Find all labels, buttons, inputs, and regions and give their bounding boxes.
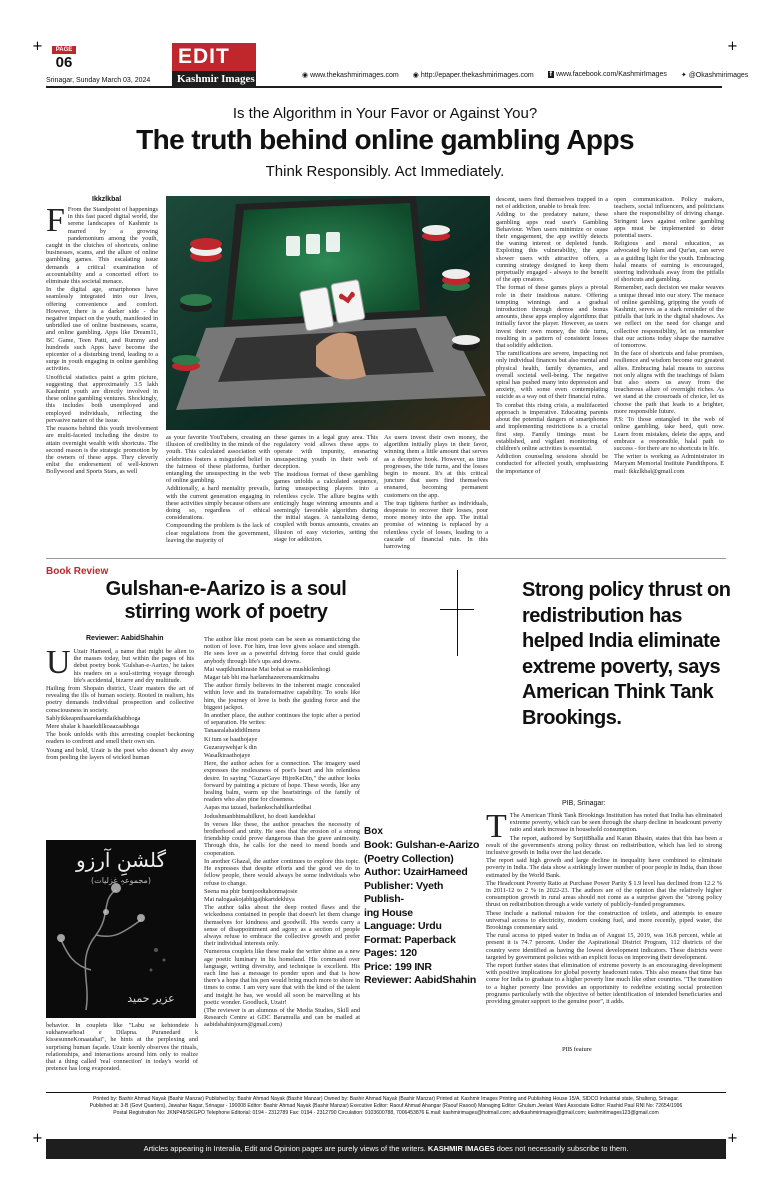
lead-column-2 [166,434,270,554]
disclaimer-bar [46,1139,726,1159]
imprint [46,1096,726,1117]
policy-source: PIB, Srinagar: [562,800,606,807]
epaper-link[interactable]: ◉ http://epaper.thekashmirimages.com [412,72,534,79]
review-column-a [46,644,194,844]
couplet-line: Seena ma phir bumjoodtahonmajosie [204,887,298,895]
paragraph: The ramifications are severe, impacting not only individual finances but also mental and physical health, family dynamics, and overall societal well-being. The negative spiral has pushed many into depression and anxiety, with some even contemplating suicide as a way out of their financial ruins. [496,350,608,401]
lead-column-4 [384,434,488,554]
policy-headline: Strong policy thrust on redistribution has helped India eliminate extreme poverty, says American Think Tank Brookings. [522,579,731,729]
section-logo [172,43,256,87]
review-headline-line: stirring work of poetry [124,601,328,623]
imprint-line: Published at: 3-B (Govt Quarters), Jawahar Nagar, Srinagar - 190008 Editor: Bashir Ahmad Nayak (Bashir Manzar) Executive Editor: Raouf Ahmad Ahangar (Raouf Rasool) Managing Editor: Ghulam Jeelani Wani Associate Editor: Rashid Paul RNI No: 72654/1996 [89,1103,683,1109]
review-headline-line: Gulshan-e-Aarizo is a soul [105,578,347,600]
registration-mark: + [727,1131,738,1146]
disclaimer-tail: does not necessarily subscribe to them. [496,1144,629,1153]
drop-cap: T [486,808,507,845]
paragraph: these games in a legal gray area. This regulatory void allows these apps to operate with impunity, ensnaring unsuspecting youth in their web of deception. [274,434,378,470]
globe-icon: ◉ [302,72,309,79]
cover-title: گلشنِ آرزو [75,848,167,872]
paragraph: descent, users find themselves trapped in a net of addiction, unable to break free. [496,196,608,211]
couplet-line: Mere shalar k haaekdilkoaazaabhoga [46,723,140,731]
lead-byline: Ikkzlkbal [92,196,122,203]
paragraph: The rural access to piped water in India as of August 15, 2019, was 16.8 percent, while at present it is 74.7 percent. Under the Aspirational District Program, 112 districts of the country were identified as having the lowest development indicators. These districts were targeted by government policies with an explicit focus on improving their development. [486,932,722,961]
page-label: PAGE [52,46,76,54]
imprint-line: Postal Registration No: JKNP48/SKGPO Telephone Editorial: 0194 - 2312789 Fax: 0194 - 2312790 Circulation: 9103600788, 7006453876 E.mail: kashmirimages@hotmail.com; advtkashmirimages@gmail.com; kashmirimages123@gmail.com [113,1110,659,1116]
paragraph: These include a national mission for the construction of toilets, and attempts to ensure universal access to electricity, modern cooking fuel, and more recently, piped water, the Brookings commentary said. [486,909,722,932]
gambling-laptop-illustration [166,196,490,430]
paragraph: The author like most poets can be seen as romanticizing the notion of love. For him, true love gives solace and strength. He sees love as a powerful driving force that could guide anybody through life's ups and downs. [204,636,360,665]
paragraph: Hailing from Shopain district, Uzair masters the art of revealing the ills of human society. Rooted in realism, his poetry demands individual prospection and collective consciousness in society. [46,685,194,714]
paragraph: In another Ghazal, the author continues to explore this topic. He expresses that despite efforts and the good we do to fellow people, there would always be some individuals who refuse to change. [204,857,360,887]
paragraph: Compounding the problem is the lack of clear regulations from the government, leaving the majority of [166,522,270,544]
paragraph: F From the Standpoint of happenings in this fast paced digital world, the serene landscapes of Kashmir is marred by a growing pandemonium among the youth, caught in the clutches of shortcuts, online businesses, scams, and the allure of online gambling games. This escalating issue demands a critical examination of accountability and a concerted effort to eliminate this societal menace. [46,202,158,286]
twitter-icon: ✦ [680,72,687,79]
book-cover-image [46,840,196,1018]
box-line: Price: 199 INR [364,960,432,973]
lead-subhead: Think Responsibly. Act Immediately. [265,163,505,180]
paragraph: Young and bold, Uzair is the poet who doesn't shy away from peeling the layers of wicked human [46,746,194,761]
lead-column-5 [496,196,608,554]
paragraph: Religious and moral education, as advocated by Islam and Qur'an, can serve as a guiding light for the youth. Embracing halal means of earning is encouraged, steering individuals away from the pitfalls of shortcuts and gambling. [614,240,724,284]
brand-name: Kashmir Images [172,71,256,87]
paragraph: Additionally, a hard mentality prevails, with the current generation engaging in these activities simply because others are doing so, regardless of ethical considerations. [166,485,270,522]
section-divider [46,558,726,559]
paragraph: The Headcount Poverty Ratio at Purchase Power Parity $ 1.9 level has declined from 12.2 % in 2011-12 to 2 % in 2022-23. The authors are of the opinion that the relatively higher consumption growth in rural areas should not come as a surprise given the "strong policy thrust on redistribution through a wide variety of publicly-funded programmes. [486,879,722,909]
box-line: Reviewer: AabidShahin [364,974,477,986]
paragraph: In the digital age, smartphones have seamlessly integrated into our lives, offering convenience and comfort. However, there is a darker side - the negative impact on the youth, manifested in unbridled use of online businesses, scams, and online gambling. Apps like Dream11, BC Game, Teen Patti, and Rummy and hundreds such Apps have become the epicenter of a disturbing trend, leading to a surge in youth engaging in online gambling activities. [46,286,158,373]
paragraph: In another place, the author continues the topic after a period of separation. He writes: [204,712,360,727]
paragraph: The book unfolds with this arresting couplet beckoning readers to confront and smell their own sin. [46,731,194,746]
couplet-line: Wasalkiraathojaye [204,752,251,760]
paragraph: as your favorite YouTubers, creating an illusion of credibility in the minds of the youth. This calculated association with celebrities fosters a misguided belief in the fairness of these platforms, further entangling the unsuspecting in the web of online gambling. [166,434,270,485]
paragraph: Adding to the predatory nature, these gambling apps read user's Gambling Behaviour. When users minimize or cease their engagement, the app swiftly detects the waning interest or depleted funds. Exploiting this vulnerability, the apps shower users with attractive offers, a cunning strategy designed to keep them perpetually engaged - always to the benefit of the app creators. [496,211,608,284]
globe-icon: ◉ [412,72,419,79]
cover-author: عزیر حمید [127,992,175,1005]
paragraph: U Uzair Hameed, a name that might be alien to the masses today, but within the pages of his debut poetry book 'Gulshan-e-Aarizo,' he takes his readers on a soul-stirring voyage through life's accidental, bizarre and dry multitude. [46,644,194,684]
paragraph: T The American Think Tank Brookings Institution has noted that India has eliminated extreme poverty, which can be seen through the sharp decline in headcount poverty ratio and stark increase in household consumption. [486,808,722,845]
masthead-links [302,71,749,79]
couplet-line: Ki tum se baathojaye [204,735,258,743]
imprint-line: Printed by: Bashir Ahmad Nayak (Bashir Manzar) Published by: Bashir Ahmad Nayak (Bashir Manzar) Owned by: Bashir Ahmad Nayak (Bashir Manzar) Printed at: Kashmir Images Printing and Publishing House 15/A, SIDCO Industrial state, Shalteng, Srinagar. [92,1096,680,1102]
lead-column-6 [614,196,724,554]
couplet-line: Mai waqtkhunkiraste Mai bohat se mushkilenhogi [204,665,331,673]
paragraph: The author talks about the deep rooted flaws and the wickedness contained in people that doesn't let them change themselves for kindness and goodwill. His words carry a sense of disappointment and agony as a section of people always refuse to embrace the collective growth and prefer their individual interests only. [204,904,360,948]
couplet-line: Sablyikkeapnihaarekamdaikhaibhoga [46,714,141,722]
disclaimer-brand: KASHMIR IMAGES [427,1144,495,1153]
paragraph: P.S: To those entangled in the web of online gambling, take heed, quit now. Learn from mistakes, delete the apps, and embrace a responsible, halal path to success - for there are no shortcuts in life. [614,416,724,452]
page-number: 06 [55,54,73,71]
disclaimer-text: Articles appearing in Interalia, Edit and Opinion pages are purely views of the writers. [143,1144,426,1153]
lead-column-3 [274,434,378,554]
masthead-rule [46,86,722,88]
box-line: (Poetry Collection) [364,852,454,865]
section-name: EDIT [172,43,256,71]
box-line: Format: Paperback [364,933,456,946]
paragraph: Numerous couplets like these make the writer shine as a new age poetic luminary in his homeland. His command over language, writing diversity, and technique is excellent. His each line has a message to ponder upon and that is how there's a hope that his pen would bring much more to shore in times to come. I am very sure that with the kind of the talent and insight he has, we would all soon be marvelling at his poetic wonder. Goodluck, Uzair! [204,948,360,1006]
couplet-line: Tanaaralahaididilmera [204,727,261,735]
box-details [364,839,482,988]
registration-mark: + [727,39,738,54]
policy-footer: PIB feature [562,1046,592,1053]
paragraph: The trap tightens further as individuals, desperate to recover their losses, pour more money into the app. The initial promise of winning is replaced by a relentless cycle of losses, leading to a cascade of financial ruin. In this harrowing [384,499,488,551]
paragraph: The report said high growth and large decline in inequality have combined to eliminate poverty in India. The data show a strikingly lower number of poor people in India, than those estimated by the World Bank. [486,857,722,879]
paragraph: The report, authored by SurjitBhalla and Karan Bhasin, states that this has been a result of the government's strong policy thrust on redistribution, which has led to strong inclusive growth in India over the last decade. [486,834,722,857]
lead-photo [166,196,490,430]
imprint-rule [46,1092,726,1093]
box-line: Book: Gulshan-e-Aarizo [364,839,480,851]
registration-mark: + [32,39,43,54]
couplet-line: Guzaraywehjar k din [204,743,257,751]
book-info-box [364,826,482,986]
couplet-line: Aapas ma tazaad, badankochahilkardedhai [204,804,312,812]
couplet-line: Jodushmanbhimahilkrei, ho dosti kandekhai [204,812,316,820]
paragraph: As users invest their own money, the algorithm initially plays in their favor, winning them a little amount that serves as a deceptive hook. However, as time progresses, the tide turns, and the losses begin to mount. It's at this critical juncture that users find themselves ensnared, becoming permanent customers on the app. [384,434,488,499]
paragraph: In verses like these, the author preaches the necessity of brotherhood and unity. He sees that the erosion of a strong friendship could prove dangerous than the grave animosity. Through this, he calls for the need to mend bonds and cooperation. [204,820,360,857]
drop-cap: U [46,644,71,681]
cover-subtitle: (مجموعہِ غزلیات) [91,876,151,885]
paragraph: The format of these games plays a pivotal role in their insidious nature. Offering tempting winnings and a gradual introduction through demos and bonus amounts, these apps employ algorithms that initially favor the player. However, as users invest their own money, the tide turns, resulting in a pattern of consistent losses that solidify addiction. [496,284,608,350]
paragraph: behavior. In couplets like "Labu se kehtondete h sukhanwarhoaI e Dilapna. Puranedard k kissesunneKonaatahai", he hints at the perplexing and surprising human façade. Uzair keenly observes the rituals, relationships, and interactions around him only to realize that a thing called 'real connection' in today's world of pretence has long evaporated. [46,1022,198,1073]
paragraph: To combat this rising crisis, a multifaceted approach is imperative. Educating parents about the potential dangers of smartphones and implementing restrictions is a crucial first step. Family timings must be established, and vigilant monitoring of children's online activities is essential. [496,401,608,452]
paragraph: The author firmly believes in the inherent magic concealed within love and its transformative capability. To souls like him, the journey of love is both the guiding force and the biggest jackpot. [204,682,360,711]
review-label: Book Review [46,566,109,577]
registration-mark: + [32,1131,43,1146]
website-link[interactable]: ◉ www.thekashmirimages.com [302,72,399,79]
page-number-block [52,46,76,72]
paragraph: The reasons behind this youth involvement are multi-faceted including the desire to attain overnight wealth with shortcuts. The second reason is the strategic promotion by the owners of these apps. They cleverly enlist the endorsement of well-known Bollywood and Sports Stars, as well [46,425,158,476]
center-rule [457,570,458,656]
paragraph: Here, the author aches for a connection. The imagery used expresses the restlessness of poet's heart and his relentless desire. In saying "GuzarGaye HijreKeDin," the author looks forward by painting a picture of hope. These words, like any healing balm, warm up the heartstrings of the family of readers who also pine for closeness. [204,760,360,804]
box-line: Author: UzairHameed [364,866,468,878]
policy-body [486,808,722,1044]
review-column-b [204,636,360,1088]
paragraph: Remember, each decision we make weaves a unique thread into our story. The menace of online gambling, gripping the youth of Kashmir, serves as a stark reminder of the pitfalls that lurk in the digital shadows. As we reflect on the need for change and collective responsibility, let us remember that our actions today shape the narrative of tomorrow. [614,284,724,350]
lead-kicker: Is the Algorithm in Your Favor or Against You? [232,105,538,122]
drop-cap: F [46,202,65,239]
paragraph: Addiction counseling sessions should be conducted for affected youth, emphasizing the importance of [496,453,608,475]
paragraph: open communication. Policy makers, teachers, social influencers, and politicians share the responsibility of driving change. Stringent laws against online gambling apps must be implemented to deter potential users. [614,196,724,240]
facebook-icon: f [549,71,553,78]
paragraph: Unofficial statistics paint a grim picture, suggesting that approximately 3.5 lakh Kashmiri youth are directly involved in these online gambling ventures. Shockingly, this includes both unemployed and employed individuals, reflecting the pervasive nature of the issue. [46,373,158,424]
box-title: Box [364,826,383,837]
box-line: Language: Urdu [364,920,442,932]
review-headline [46,578,406,624]
paragraph: The writer is working as Administrator in Maryam Memorial Institute Pandithpora. E mail: ikkzlkbal@gmail.com [614,453,724,475]
paragraph: (The reviewer is an alumnus of the Media Studies, Skill and Research Centre at GDC Baramulla and can be mailed at aabidshahinjourn@gmail.com) [204,1006,360,1029]
center-rule [440,609,474,610]
box-line: Publisher: Vyeth Publish- [364,879,444,905]
lead-headline: The truth behind online gambling Apps [136,124,634,155]
paragraph: In the face of shortcuts and false promises, resilience and wisdom become our greatest allies. Embracing halal means to success not only aligns with the teachings of Islam but also steers us away from the treacherous allure of overnight riches. As we stand at the crossroads of choice, let us choose the path that leads to a brighter, more responsible future. [614,350,724,415]
twitter-link[interactable]: ✦ @Okashmirimages [680,72,749,79]
paragraph: The report further states that elimination of extreme poverty is an encouraging development with positive implications for global poverty headcount rates. This also means that time has come for India to graduate to a higher poverty line much like other countries. "The transition to a higher poverty line provides an opportunity to redefine existing social protection programs particularly with the objective of better identification of intended beneficiaries and providing greater support to the genuine poor", it adds. [486,962,722,1006]
lead-column-1 [46,202,158,476]
review-byline: Reviewer: AabidShahin [86,635,164,642]
dateline: Srinagar, Sunday March 03, 2024 [46,77,151,84]
couplet-line: Mai nalogaakojabhigajhkartdekhiya [204,895,295,903]
facebook-link[interactable]: f www.facebook.com/KashmirImages [549,71,667,78]
box-line: Pages: 120 [364,947,417,959]
couplet-line: Magar tab bhi ma harlamhazeerensamkirnahu [204,674,320,682]
box-line: ing House [364,906,413,919]
review-column-a2 [46,1022,198,1086]
paragraph: The insidious format of these gambling games unfolds a calculated sequence, luring unsuspecting players into a relentless cycle. The allure begins with enticingly huge winning amounts and a seemingly favorable algorithm during the initial stages. A tantalizing demo, coupled with bonus amounts, creates an illusion of easy victories, setting the stage for addiction. [274,471,378,543]
